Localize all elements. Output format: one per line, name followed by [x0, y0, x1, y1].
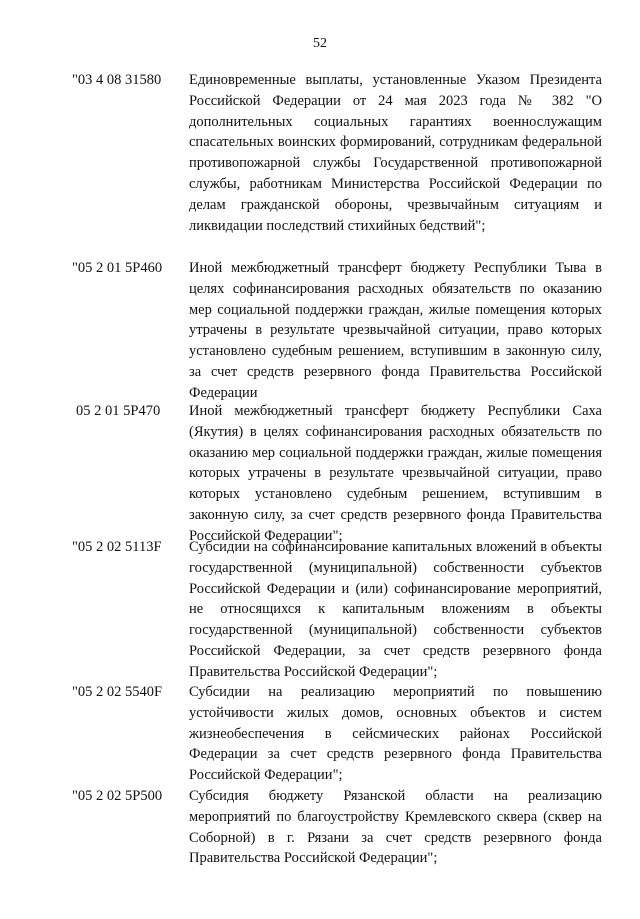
budget-code: 05 2 01 5Р470 [76, 403, 161, 419]
budget-entry [0, 258, 640, 401]
budget-description: Иной межбюджетный трансферт бюджету Республики Тыва в целях софинансирования расходных обязательств по оказанию мер социальной поддержки граждан, жилые помещения которых утрачены в результате чрезвычайной ситуации, право которых установлено судебным решением, вступившим в законную силу, за счет средств резервного фонда Правительства Российской Федерации [189, 260, 602, 401]
budget-code: "05 2 02 5113F [72, 539, 162, 555]
budget-code: "05 2 02 5540F [72, 684, 163, 700]
budget-description: Единовременные выплаты, установленные Указом Президента Российской Федерации от 24 мая 2023 года № 382 "О дополнительных социальных гарантиях военнослужащим спасательных воинских формирований, сотрудникам федеральной противопожарной службы Государственной противопожарной службы, работникам Министерства Российской Федерации по делам гражданской обороны, чрезвычайным ситуациям и ликвидации последствий стихийных бедствий"; [189, 72, 602, 234]
budget-entry [0, 786, 640, 868]
budget-code: "03 4 08 31580 [72, 72, 162, 88]
budget-entry [0, 401, 640, 544]
budget-entry [0, 682, 640, 786]
budget-code: "05 2 02 5Р500 [72, 788, 163, 804]
budget-entry [0, 537, 640, 682]
budget-entries-list [0, 70, 640, 868]
budget-description: Субсидии на реализацию мероприятий по повышению устойчивости жилых домов, основных объектов и систем жизнеобеспечения в сейсмических районах Российской Федерации за счет средств резервного фонда Правительства Российской Федерации"; [189, 684, 602, 784]
page-number: 52 [313, 36, 327, 51]
budget-description: Субсидия бюджету Рязанской области на реализацию мероприятий по благоустройству Кремлевского сквера (сквер на Соборной) в г. Рязани за счет средств резервного фонда Правительства Российской Федерации"; [189, 788, 602, 867]
budget-description: Иной межбюджетный трансферт бюджету Республики Саха (Якутия) в целях софинансирования расходных обязательств по оказанию мер социальной поддержки граждан, жилые помещения которых утрачены в результате чрезвычайной ситуации, право которых установлено судебным решением, вступившим в законную силу, за счет средств резервного фонда Правительства Российской Федерации"; [189, 403, 602, 544]
budget-description: Субсидии на софинансирование капитальных вложений в объекты государственной (муниципальной) собственности субъектов Российской Федерации и (или) софинансирование мероприятий, не относящихся к капитальным вложениям в объекты государственной (муниципальной) собственности субъектов Российской Федерации, за счет средств резервного фонда Правительства Российской Федерации"; [189, 539, 602, 680]
budget-entry [0, 70, 640, 258]
budget-code: "05 2 01 5Р460 [72, 260, 163, 276]
